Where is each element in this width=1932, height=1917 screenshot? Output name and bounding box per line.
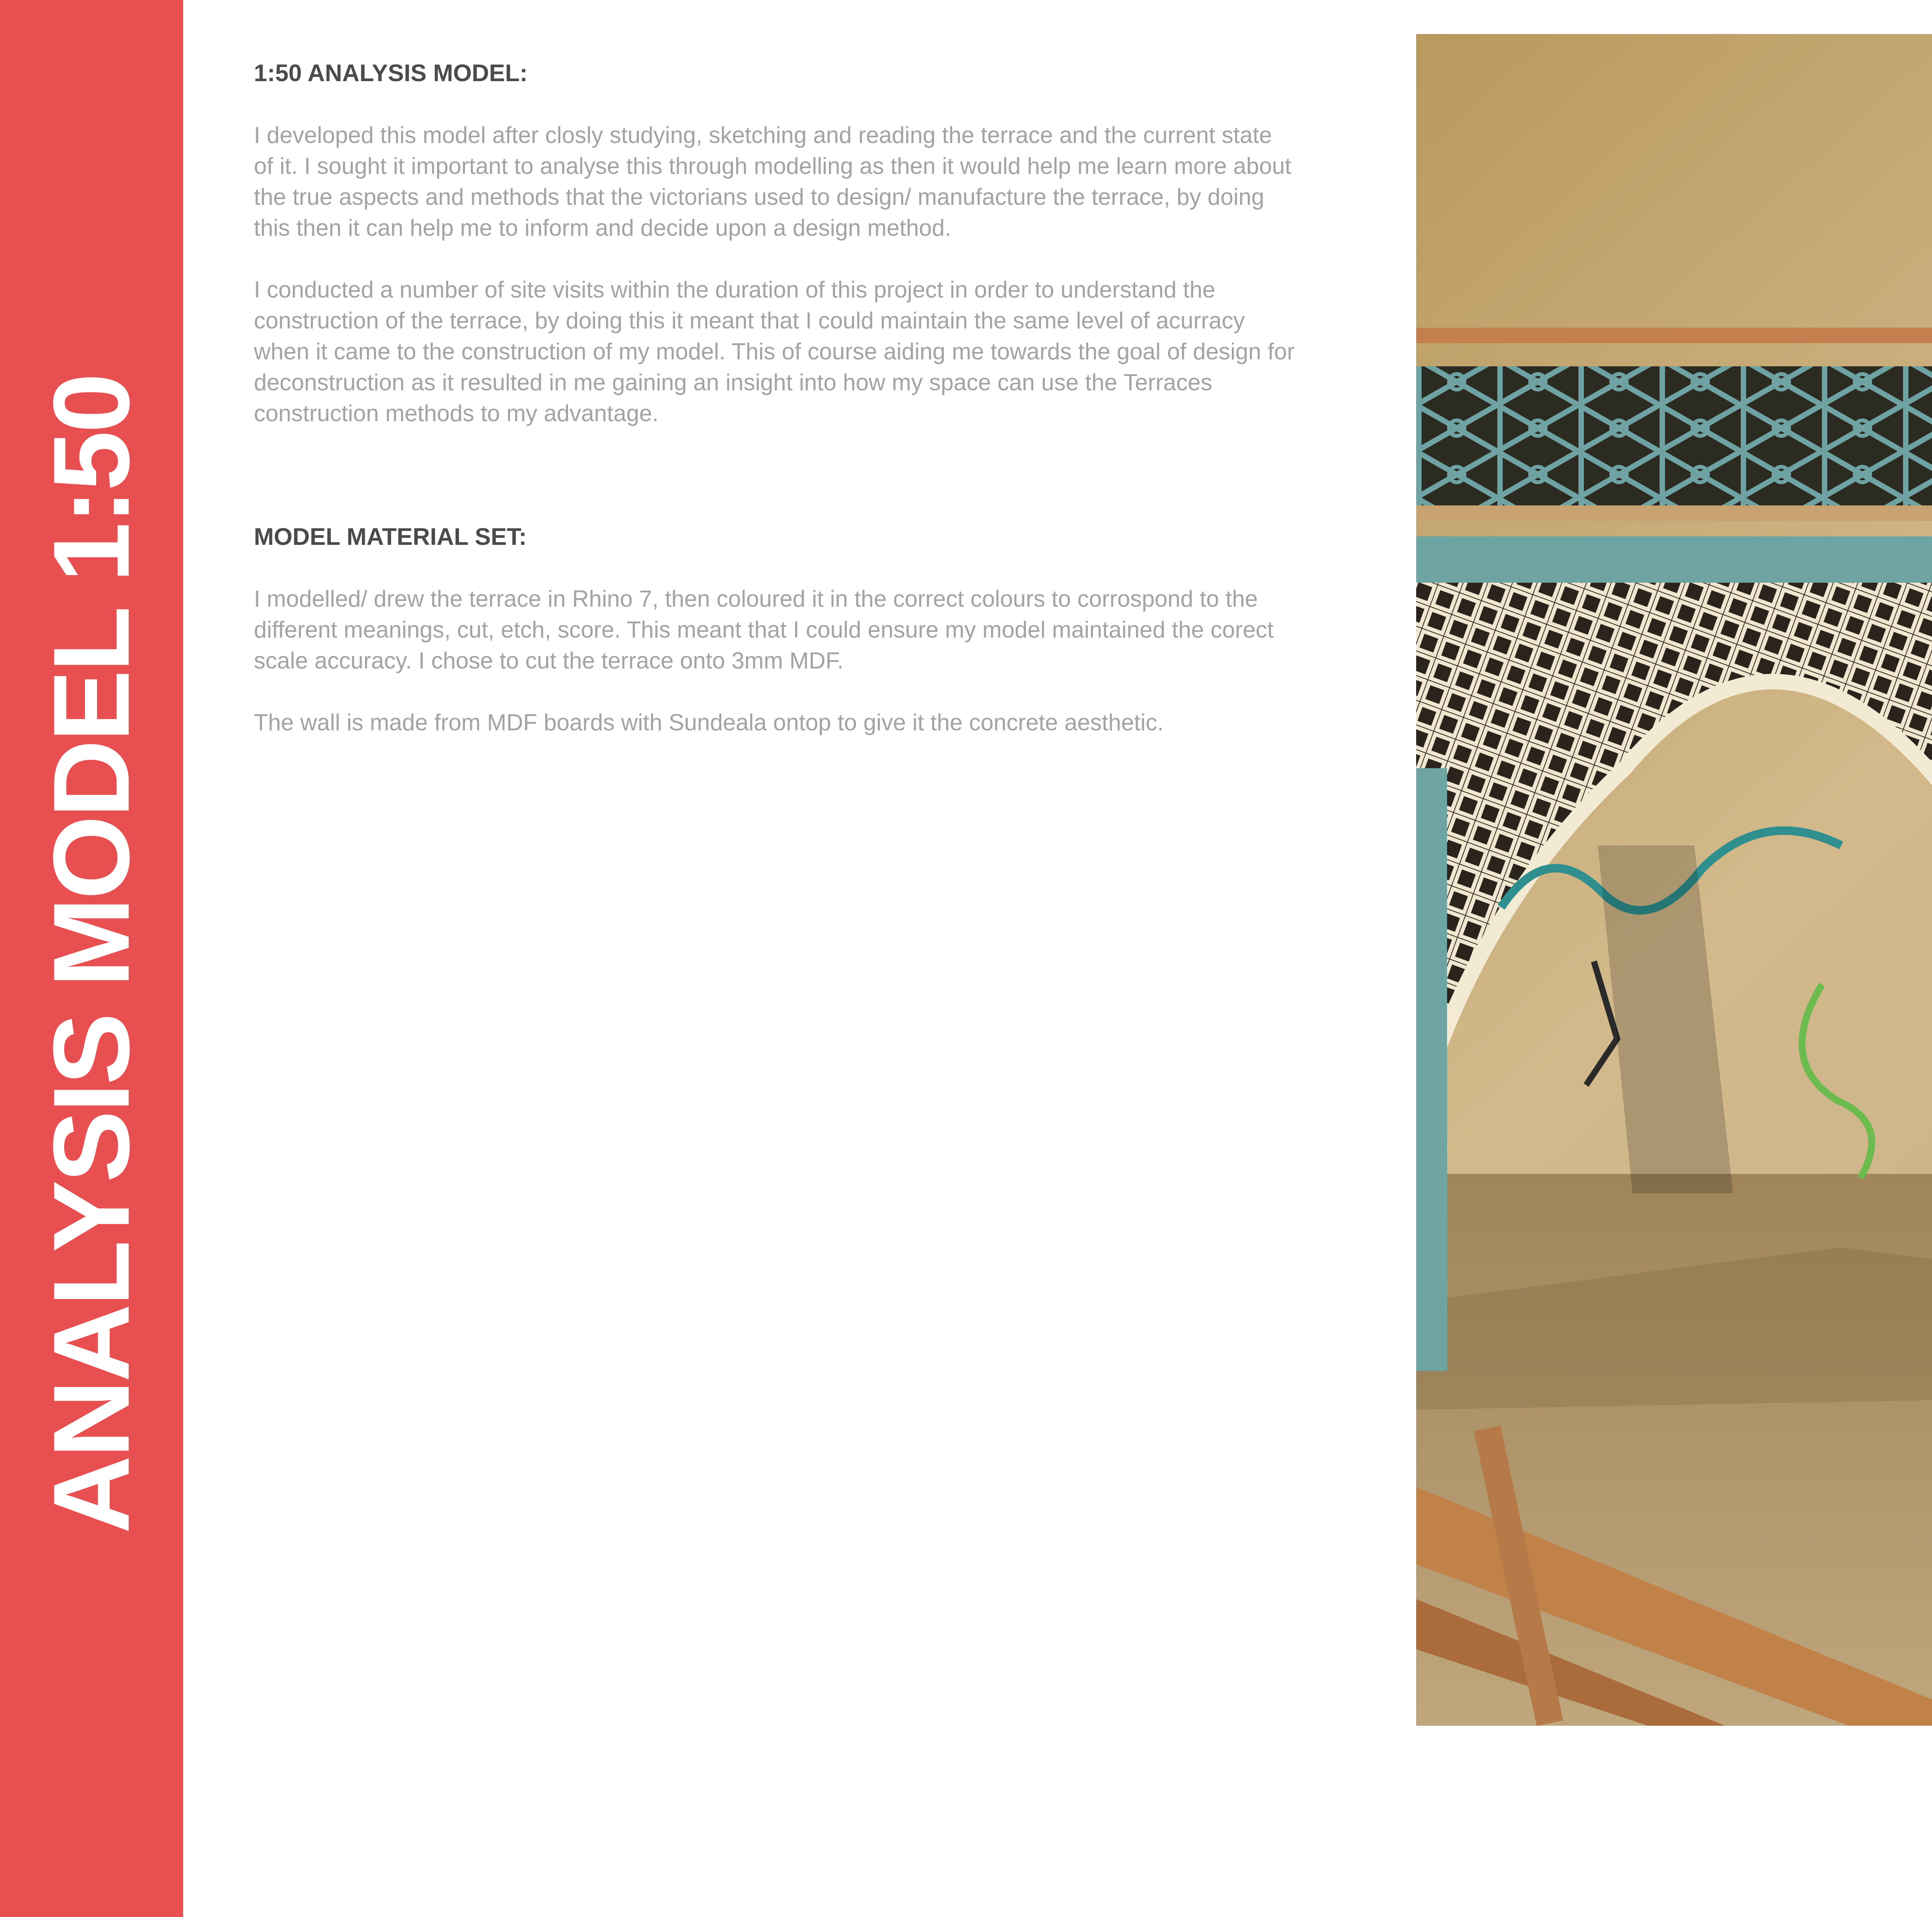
section-heading-material-set: MODEL MATERIAL SET: bbox=[254, 524, 527, 550]
section-2-paragraph-2: The wall is made from MDF boards with Sundeala ontop to give it the concrete aesthetic. bbox=[254, 709, 1164, 735]
model-photograph bbox=[1416, 34, 1932, 1726]
section-heading-analysis-model: 1:50 ANALYSIS MODEL: bbox=[254, 60, 528, 87]
text-column bbox=[254, 58, 1297, 738]
sidebar-title: ANALYSIS MODEL 1:50 bbox=[31, 375, 152, 1534]
section-2-paragraph-1: I modelled/ drew the terrace in Rhino 7, then coloured it in the correct colours to corrospond to the different meanings, cut, etch, score. This meant that I could ensure my model maintained the corect scale accuracy. I chose to cut the terrace onto 3mm MDF. bbox=[254, 586, 1274, 674]
section-1-paragraph-2: I conducted a number of site visits within the duration of this project in order to understand the construction of the terrace, by doing this it meant that I could maintain the same level of acurracy when it came to the construction of my model. This of course aiding me towards the goal of design for deconstruction as it resulted in me gaining an insight into how my space can use the Terraces construction methods to my advantage. bbox=[254, 277, 1295, 426]
section-1-paragraph-1: I developed this model after closly studying, sketching and reading the terrace and the current state of it. I sought it important to analyse this through modelling as then it would help me learn more about the true aspects and methods that the victorians used to design/ manufacture the terrace, by doing this then it can help me to inform and decide upon a design method. bbox=[254, 122, 1291, 241]
sidebar-band bbox=[0, 0, 183, 1917]
